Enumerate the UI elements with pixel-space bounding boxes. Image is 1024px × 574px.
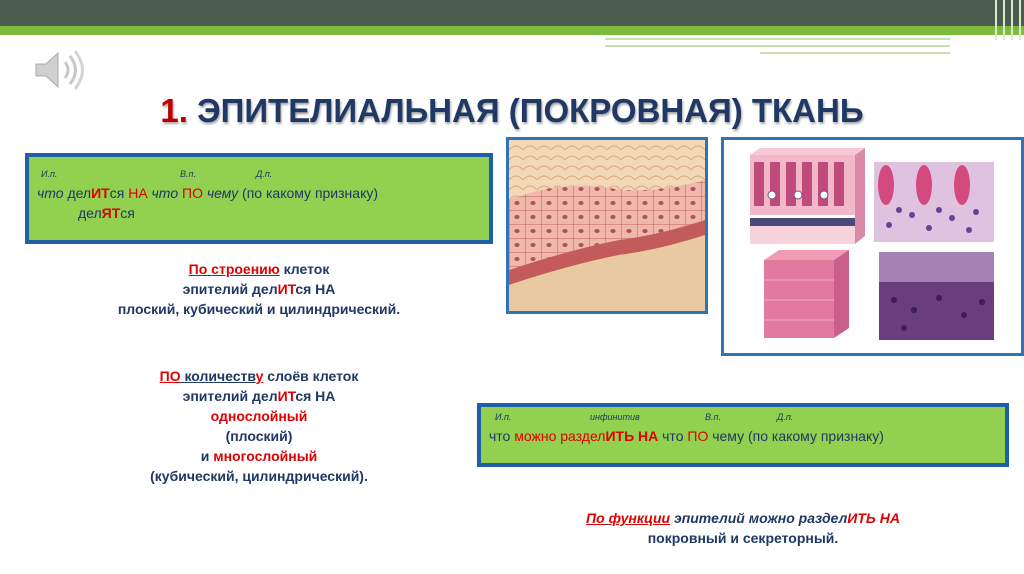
text-fragment: и [726, 530, 743, 546]
case-labels [37, 169, 481, 183]
text-fragment: ИТ [91, 185, 110, 201]
text-fragment: ся [120, 205, 135, 221]
text-fragment: можно раздел [514, 428, 606, 444]
text-line [25, 426, 493, 446]
decor-stripe [995, 0, 997, 40]
text-line [25, 466, 493, 486]
header-accent-bar [0, 26, 1024, 35]
text-fragment: чему (по какому признаку) [708, 428, 884, 444]
text-fragment: что [147, 185, 182, 201]
text-fragment: что [37, 185, 68, 201]
text-fragment: ПО [182, 185, 203, 201]
text-line [25, 406, 493, 426]
text-line [25, 386, 493, 406]
text-fragment: дел [67, 185, 92, 201]
text-fragment: ПО [687, 428, 709, 444]
decor-line [605, 45, 950, 47]
text-fragment: клеток [279, 261, 330, 277]
text-fragment: можно раздел [748, 510, 848, 526]
page-title [0, 92, 1024, 130]
text-fragment: у [255, 368, 264, 384]
label-nominative: И.п. [41, 169, 58, 179]
text-line [490, 508, 996, 528]
text-fragment: количеств [184, 368, 256, 384]
text-fragment: что [489, 428, 515, 444]
text-fragment: многослойный [213, 448, 318, 464]
grammar-box-separate [477, 403, 1009, 467]
text-line [25, 259, 493, 279]
label-nominative: И.п. [495, 412, 512, 422]
grammar-line-2 [37, 203, 481, 223]
text-line [25, 279, 493, 299]
decor-stripe [1019, 0, 1021, 40]
text-fragment: эпителий [670, 510, 749, 526]
text-fragment: эпителий дел [182, 281, 278, 297]
title-text: ЭПИТЕЛИАЛЬНАЯ (ПОКРОВНАЯ) ТКАНЬ [187, 92, 864, 129]
text-fragment: ИТ [277, 388, 296, 404]
label-infinitive: инфинитив [590, 412, 640, 422]
text-fragment: ИТЬ НА [847, 510, 900, 526]
text-fragment: По [188, 261, 208, 277]
label-accusative: В.п. [180, 169, 196, 179]
text-line [25, 366, 493, 386]
text-fragment: строению [211, 261, 280, 277]
text-fragment: (кубический, цилиндрический). [150, 468, 368, 484]
epithelium-illustration [506, 137, 708, 314]
case-labels [489, 412, 997, 426]
text-fragment: дел [78, 205, 102, 221]
text-line [25, 299, 493, 319]
header-bar [0, 0, 1024, 26]
text-line [490, 528, 996, 548]
grammar-line [489, 426, 997, 446]
text-fragment: эпителий дел [182, 388, 278, 404]
label-accusative: В.п. [705, 412, 721, 422]
label-dative: Д.п. [256, 169, 273, 179]
text-fragment: чему [202, 185, 239, 201]
speaker-icon[interactable] [30, 45, 90, 95]
text-fragment: ся [109, 185, 129, 201]
text-fragment: По [586, 510, 605, 526]
text-fragment: и [200, 448, 214, 464]
text-fragment: ИТЬ НА [605, 428, 659, 444]
grammar-box-divide [25, 153, 493, 244]
text-fragment: однослойный [210, 408, 308, 424]
decor-stripe [1011, 0, 1013, 40]
text-fragment: (плоский) [225, 428, 293, 444]
text-line [25, 446, 493, 466]
text-fragment: что [658, 428, 688, 444]
text-fragment: ся НА [295, 388, 336, 404]
text-fragment: плоский, кубический и цилиндрический. [117, 301, 401, 317]
text-fragment: (по какому признаку) [238, 185, 379, 201]
decor-stripe [1003, 0, 1005, 40]
text-fragment: ИТ [277, 281, 296, 297]
label-dative: Д.п. [777, 412, 794, 422]
text-fragment: ся НА [295, 281, 336, 297]
text-fragment: покровный [647, 530, 727, 546]
decor-line [760, 52, 950, 54]
text-fragment: НА [128, 185, 148, 201]
layers-classification [25, 366, 493, 486]
text-fragment: ПО [159, 368, 181, 384]
decor-line [605, 38, 950, 40]
structure-classification [25, 259, 493, 319]
text-fragment: слоёв клеток [263, 368, 359, 384]
text-fragment: функции [608, 510, 671, 526]
function-classification [490, 508, 996, 548]
title-number: 1. [160, 92, 188, 129]
histology-collage [721, 137, 1024, 356]
text-fragment: секреторный. [742, 530, 839, 546]
text-fragment: ЯТ [101, 205, 121, 221]
grammar-line-1 [37, 183, 481, 203]
